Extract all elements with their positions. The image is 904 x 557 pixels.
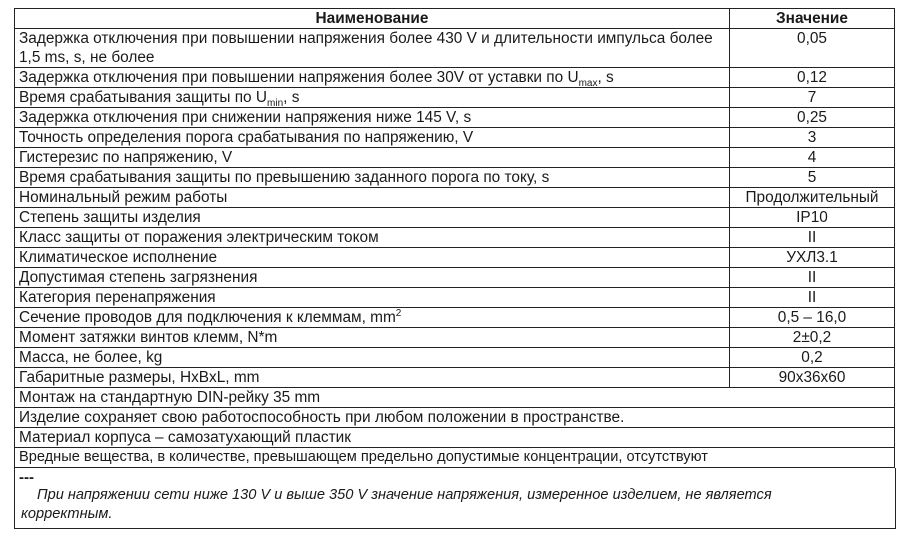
- row-value: 5: [730, 168, 895, 188]
- row-name: Климатическое исполнение: [15, 248, 730, 268]
- table-row: [15, 248, 895, 268]
- row-value: Продолжительный: [730, 188, 895, 208]
- footnote-text: [19, 486, 891, 524]
- row-value: 0,25: [730, 108, 895, 128]
- spec-sheet: [14, 8, 894, 529]
- row-name: Задержка отключения при повышении напряжения более 430 V и длительности импульса более 1,5 ms, s, не более: [15, 29, 730, 68]
- header-name: Наименование: [15, 9, 730, 29]
- row-name: Задержка отключения при снижении напряжения ниже 145 V, s: [15, 108, 730, 128]
- table-row: [15, 148, 895, 168]
- footnote-block: [14, 468, 896, 529]
- row-value: 90x36x60: [730, 368, 895, 388]
- row-name: Номинальный режим работы: [15, 188, 730, 208]
- full-row-text: Вредные вещества, в количестве, превышающем предельно допустимые концентрации, отсутствуют: [15, 448, 895, 468]
- row-name: Время срабатывания защиты по $U_{min}$, s: [15, 88, 730, 108]
- table-row: [15, 188, 895, 208]
- table-row: [15, 308, 895, 328]
- full-width-row: [15, 448, 895, 468]
- row-name: Категория перенапряжения: [15, 288, 730, 308]
- row-value: 4: [730, 148, 895, 168]
- row-name: Момент затяжки винтов клемм, N*m: [15, 328, 730, 348]
- table-row: [15, 348, 895, 368]
- row-value: II: [730, 268, 895, 288]
- row-name: Класс защиты от поражения электрическим током: [15, 228, 730, 248]
- row-name: Масса, не более, kg: [15, 348, 730, 368]
- table-row: [15, 288, 895, 308]
- row-value: 0,05: [730, 29, 895, 68]
- row-value: 3: [730, 128, 895, 148]
- table-row: [15, 88, 895, 108]
- footnote-marker: ---: [19, 469, 34, 486]
- footnote-line2: корректным.: [21, 506, 113, 522]
- row-value: 0,5 – 16,0: [730, 308, 895, 328]
- table-row: [15, 128, 895, 148]
- row-name: Степень защиты изделия: [15, 208, 730, 228]
- row-value: 0,12: [730, 68, 895, 88]
- row-value: УХЛ3.1: [730, 248, 895, 268]
- row-name: Допустимая степень загрязнения: [15, 268, 730, 288]
- row-name: Точность определения порога срабатывания по напряжению, V: [15, 128, 730, 148]
- row-value: II: [730, 288, 895, 308]
- table-row: [15, 68, 895, 88]
- row-name: Задержка отключения при повышении напряжения более 30V от уставки по $U_{max}$, s: [15, 68, 730, 88]
- header-value: Значение: [730, 9, 895, 29]
- table-row: [15, 228, 895, 248]
- full-width-row: [15, 408, 895, 428]
- row-name: Гистерезис по напряжению, V: [15, 148, 730, 168]
- full-width-row: [15, 388, 895, 408]
- table-header-row: [15, 9, 895, 29]
- row-value: 0,2: [730, 348, 895, 368]
- row-value: 7: [730, 88, 895, 108]
- table-row: [15, 208, 895, 228]
- row-name: Время срабатывания защиты по превышению заданного порога по току, s: [15, 168, 730, 188]
- specifications-table: [14, 8, 895, 468]
- table-row: [15, 268, 895, 288]
- row-value: 2±0,2: [730, 328, 895, 348]
- full-row-text: Изделие сохраняет свою работоспособность при любом положении в пространстве.: [15, 408, 895, 428]
- row-value: IP10: [730, 208, 895, 228]
- full-width-row: [15, 428, 895, 448]
- row-name: Сечение проводов для подключения к клеммам, $mm^2$: [15, 308, 730, 328]
- footnote-line1: При напряжении сети ниже 130 V и выше 350 V значение напряжения, измеренное изделием, не является: [37, 487, 772, 503]
- full-row-text: Монтаж на стандартную DIN-рейку 35 mm: [15, 388, 895, 408]
- full-row-text: Материал корпуса – самозатухающий пластик: [15, 428, 895, 448]
- table-row: [15, 368, 895, 388]
- table-row: [15, 328, 895, 348]
- table-row: [15, 29, 895, 68]
- row-value: II: [730, 228, 895, 248]
- table-row: [15, 168, 895, 188]
- table-row: [15, 108, 895, 128]
- row-name: Габаритные размеры, HxBxL, mm: [15, 368, 730, 388]
